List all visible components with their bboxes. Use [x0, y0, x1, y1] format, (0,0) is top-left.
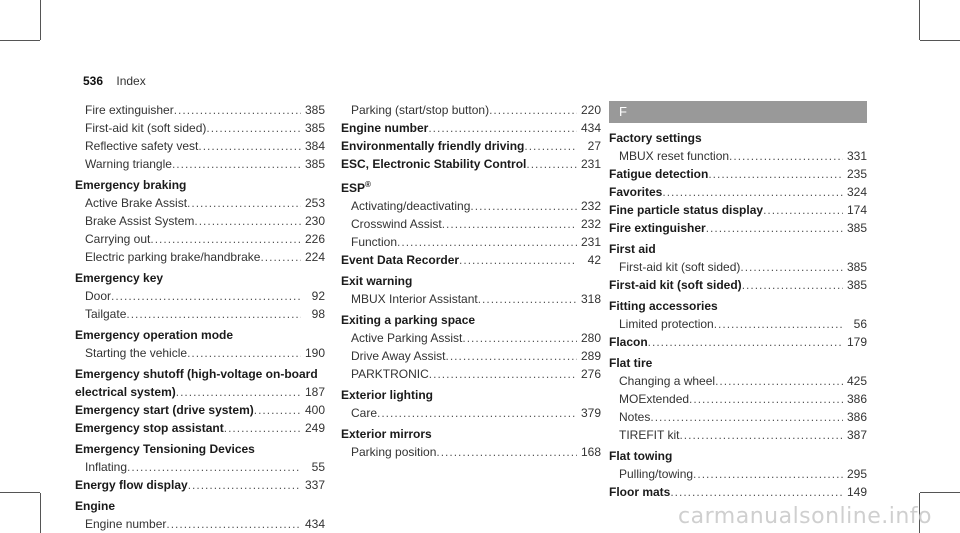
entry-label: ESC, Electronic Stability Control [341, 157, 527, 171]
crop-mark [920, 492, 960, 493]
leader-dots [188, 476, 301, 494]
entry-label: Care [351, 406, 378, 420]
page-ref: 231 [580, 235, 601, 249]
index-subentry[interactable] [75, 305, 325, 323]
leader-dots [740, 258, 843, 276]
entry-label: Engine number [341, 121, 429, 135]
leader-dots [670, 483, 843, 501]
entry-label: Parking (start/stop button) [351, 103, 490, 117]
index-heading: Emergency key [75, 271, 164, 285]
leader-dots [470, 197, 577, 215]
index-heading: First aid [609, 242, 656, 256]
page-ref: 385 [304, 103, 325, 117]
leader-dots [127, 458, 301, 476]
entry-label: Brake Assist System [85, 214, 195, 228]
index-entry[interactable] [609, 333, 867, 351]
entry-label: Door [85, 289, 112, 303]
index-entry[interactable] [609, 276, 867, 294]
entry-label: Engine number [85, 517, 167, 531]
index-subentry[interactable] [341, 443, 601, 461]
page-ref: 253 [304, 196, 325, 210]
entry-label: Activating/deactivating [351, 199, 471, 213]
index-entry[interactable] [609, 183, 867, 201]
section-title: Index [116, 74, 146, 88]
index-subentry[interactable] [609, 465, 867, 483]
entry-label: Tailgate [85, 307, 127, 321]
index-heading: Engine [75, 499, 116, 513]
entry-label: MBUX reset function [619, 149, 730, 163]
page-ref: 55 [311, 460, 325, 474]
page-number: 536 [83, 74, 104, 88]
index-subentry[interactable] [75, 101, 325, 119]
leader-dots [714, 315, 843, 333]
entry-label: Emergency start (drive system) [75, 403, 254, 417]
leader-dots [742, 276, 843, 294]
leader-dots [150, 230, 301, 248]
entry-label: First-aid kit (soft sided) [609, 278, 742, 292]
index-subentry[interactable] [75, 248, 325, 266]
leader-dots [377, 404, 577, 422]
page-ref: 331 [846, 149, 867, 163]
entry-label: Environmentally friendly driving [341, 139, 525, 153]
page-ref: 174 [846, 203, 867, 217]
page-ref: 386 [846, 392, 867, 406]
index-subentry[interactable] [75, 230, 325, 248]
page-ref: 434 [580, 121, 601, 135]
leader-dots [679, 426, 843, 444]
index-entry[interactable] [75, 401, 325, 419]
index-heading: Emergency shutoff (high-voltage on-board [75, 367, 318, 381]
index-heading: Emergency Tensioning Devices [75, 442, 255, 456]
page-ref: 385 [304, 121, 325, 135]
index-subentry[interactable] [341, 365, 601, 383]
index-subentry[interactable] [341, 347, 601, 365]
entry-label: Fire extinguisher [609, 221, 706, 235]
leader-dots [254, 401, 301, 419]
page-ref: 92 [311, 289, 325, 303]
page-ref: 386 [846, 410, 867, 424]
entry-label: Warning triangle [85, 157, 172, 171]
leader-dots [397, 233, 577, 251]
index-subentry[interactable] [609, 372, 867, 390]
entry-label: Floor mats [609, 485, 671, 499]
page-ref: 220 [580, 103, 601, 117]
page-ref: 280 [580, 331, 601, 345]
page-ref: 379 [580, 406, 601, 420]
page-ref: 337 [304, 478, 325, 492]
index-subentry[interactable] [341, 197, 601, 215]
page-ref: 27 [587, 139, 601, 153]
leader-dots [260, 248, 301, 266]
entry-label: MOExtended [619, 392, 690, 406]
leader-dots [650, 408, 843, 426]
page-ref: 324 [846, 185, 867, 199]
index-entry[interactable] [341, 137, 601, 155]
page-ref: 249 [304, 421, 325, 435]
crop-mark [919, 0, 920, 40]
index-heading: Emergency operation mode [75, 328, 234, 342]
entry-label: Crosswind Assist [351, 217, 442, 231]
index-entry[interactable] [609, 201, 867, 219]
index-subentry[interactable] [341, 290, 601, 308]
entry-label: Event Data Recorder [341, 253, 460, 267]
index-subentry[interactable] [341, 233, 601, 251]
entry-label: Fine particle status display [609, 203, 764, 217]
entry-label: Changing a wheel [619, 374, 716, 388]
index-heading: Exterior mirrors [341, 427, 432, 441]
page-ref: 232 [580, 199, 601, 213]
entry-label: Emergency stop assistant [75, 421, 224, 435]
leader-dots [442, 215, 577, 233]
entry-label: Active Parking Assist [351, 331, 463, 345]
entry-label: Drive Away Assist [351, 349, 446, 363]
index-subentry[interactable] [75, 515, 325, 533]
leader-dots [111, 287, 301, 305]
index-heading: Factory settings [609, 131, 702, 145]
index-subentry[interactable] [75, 155, 325, 173]
crop-mark [0, 492, 40, 493]
page-ref: 385 [846, 260, 867, 274]
index-column-3 [609, 101, 867, 501]
entry-label: Favorites [609, 185, 663, 199]
leader-dots [662, 183, 843, 201]
leader-dots [172, 155, 301, 173]
index-entry[interactable] [341, 251, 601, 269]
index-column-1 [75, 101, 325, 533]
page-ref: 400 [304, 403, 325, 417]
leader-dots [224, 419, 301, 437]
index-heading: Exiting a parking space [341, 313, 476, 327]
entry-label: Reflective safety vest [85, 139, 199, 153]
leader-dots [436, 443, 577, 461]
index-entry[interactable] [75, 476, 325, 494]
index-heading: ESP® [341, 180, 371, 195]
leader-dots [478, 290, 577, 308]
leader-dots [428, 119, 577, 137]
index-subentry[interactable] [341, 329, 601, 347]
index-subentry[interactable] [341, 215, 601, 233]
page-ref: 387 [846, 428, 867, 442]
index-heading: Fitting accessories [609, 299, 718, 313]
entry-label: First-aid kit (soft sided) [85, 121, 207, 135]
leader-dots [648, 333, 843, 351]
leader-dots [445, 347, 576, 365]
entry-label: TIREFIT kit [619, 428, 680, 442]
index-entry[interactable] [609, 483, 867, 501]
crop-mark [40, 493, 41, 533]
leader-dots [176, 383, 301, 401]
leader-dots [187, 194, 301, 212]
entry-label: Limited protection [619, 317, 714, 331]
index-subentry[interactable] [75, 194, 325, 212]
index-entry[interactable] [609, 165, 867, 183]
page-ref: 425 [846, 374, 867, 388]
entry-label: Parking position [351, 445, 437, 459]
entry-label: Flacon [609, 335, 648, 349]
index-subentry[interactable] [75, 119, 325, 137]
index-entry[interactable] [341, 155, 601, 173]
entry-label: First-aid kit (soft sided) [619, 260, 741, 274]
leader-dots [126, 305, 301, 323]
index-entry[interactable] [75, 383, 325, 401]
leader-dots [489, 101, 577, 119]
index-column-2 [341, 101, 601, 461]
leader-dots [459, 251, 577, 269]
index-entry[interactable] [609, 219, 867, 237]
index-subentry[interactable] [609, 258, 867, 276]
entry-label: Fire extinguisher [85, 103, 174, 117]
leader-dots [526, 155, 577, 173]
page-ref: 230 [304, 214, 325, 228]
leader-dots [206, 119, 301, 137]
entry-label: MBUX Interior Assistant [351, 292, 478, 306]
page-ref: 224 [304, 250, 325, 264]
leader-dots [715, 372, 843, 390]
index-heading: Exterior lighting [341, 388, 434, 402]
page-ref: 384 [304, 139, 325, 153]
watermark: carmanualsonline.info [678, 504, 932, 529]
page-ref: 235 [846, 167, 867, 181]
index-subentry[interactable] [75, 212, 325, 230]
leader-dots [198, 137, 301, 155]
page-ref: 276 [580, 367, 601, 381]
leader-dots [166, 515, 301, 533]
page-ref: 289 [580, 349, 601, 363]
entry-label: Notes [619, 410, 651, 424]
letter-heading: F [609, 101, 867, 123]
crop-mark [920, 40, 960, 41]
index-subentry[interactable] [75, 287, 325, 305]
leader-dots [689, 390, 843, 408]
page-ref: 318 [580, 292, 601, 306]
page-ref: 168 [580, 445, 601, 459]
page-ref: 434 [304, 517, 325, 531]
page-ref: 231 [580, 157, 601, 171]
leader-dots [693, 465, 843, 483]
entry-label: PARKTRONIC [351, 367, 429, 381]
index-subentry[interactable] [75, 344, 325, 362]
page-ref: 187 [304, 385, 325, 399]
page-ref: 56 [853, 317, 867, 331]
entry-label: Energy flow display [75, 478, 188, 492]
entry-label: Electric parking brake/handbrake [85, 250, 261, 264]
index-subentry[interactable] [75, 458, 325, 476]
leader-dots [706, 219, 843, 237]
page-ref: 295 [846, 467, 867, 481]
entry-label: Inflating [85, 460, 128, 474]
page-ref: 98 [311, 307, 325, 321]
leader-dots [429, 365, 577, 383]
leader-dots [462, 329, 577, 347]
page-ref: 385 [846, 221, 867, 235]
entry-label: Carrying out [85, 232, 151, 246]
page-ref: 385 [304, 157, 325, 171]
index-entry[interactable] [341, 119, 601, 137]
index-subentry[interactable] [609, 147, 867, 165]
page-ref: 149 [846, 485, 867, 499]
leader-dots [708, 165, 843, 183]
page-ref: 190 [304, 346, 325, 360]
page-ref: 179 [846, 335, 867, 349]
entry-label: Pulling/towing [619, 467, 694, 481]
leader-dots [763, 201, 843, 219]
entry-label: Active Brake Assist [85, 196, 188, 210]
leader-dots [174, 101, 301, 119]
index-heading: Flat tire [609, 356, 653, 370]
leader-dots [194, 212, 301, 230]
index-heading: Exit warning [341, 274, 413, 288]
index-subentry[interactable] [75, 137, 325, 155]
entry-label: Function [351, 235, 398, 249]
index-subentry[interactable] [341, 101, 601, 119]
page-ref: 385 [846, 278, 867, 292]
index-column-3-entries [609, 129, 867, 501]
page-ref: 42 [587, 253, 601, 267]
index-subentry[interactable] [341, 404, 601, 422]
index-subentry[interactable] [609, 315, 867, 333]
page-ref: 226 [304, 232, 325, 246]
index-heading: Flat towing [609, 449, 673, 463]
crop-mark [0, 40, 40, 41]
leader-dots [187, 344, 301, 362]
leader-dots [729, 147, 843, 165]
entry-label: Starting the vehicle [85, 346, 188, 360]
entry-label: Fatigue detection [609, 167, 709, 181]
index-subentry[interactable] [609, 426, 867, 444]
index-heading: Emergency braking [75, 178, 187, 192]
page-header [83, 74, 146, 88]
index-subentry[interactable] [609, 408, 867, 426]
index-subentry[interactable] [609, 390, 867, 408]
page-ref: 232 [580, 217, 601, 231]
index-entry[interactable] [75, 419, 325, 437]
leader-dots [524, 137, 577, 155]
entry-label: electrical system) [75, 385, 176, 399]
crop-mark [40, 0, 41, 40]
superscript: ® [365, 180, 371, 189]
